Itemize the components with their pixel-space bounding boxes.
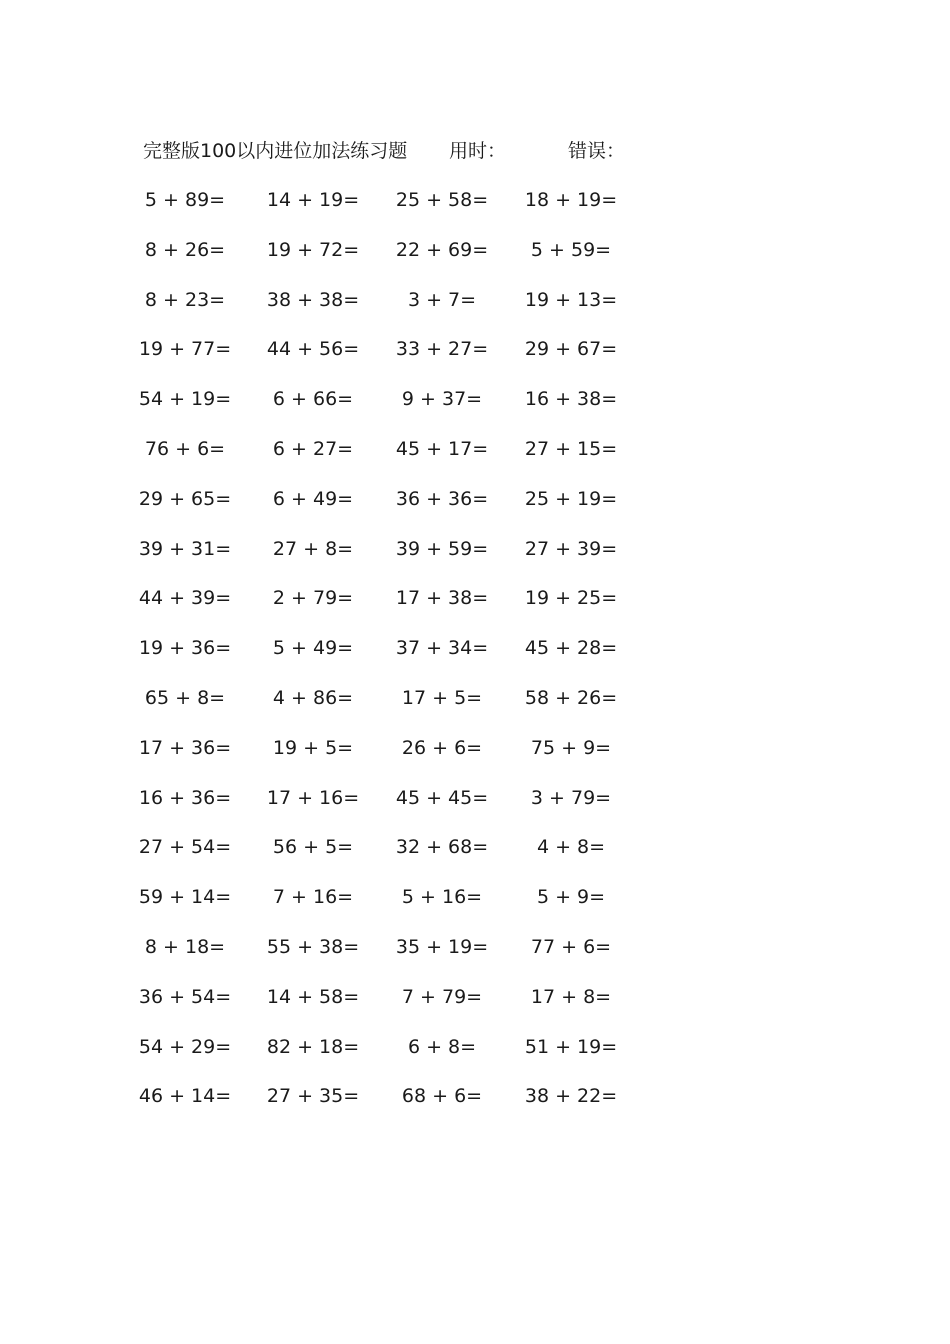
addition-problem: 27 + 54=: [138, 836, 232, 859]
worksheet-title: 完整版100以内进位加法练习题: [143, 140, 408, 162]
addition-problem: 38 + 22=: [524, 1085, 618, 1108]
problem-row: [130, 236, 630, 286]
problem-grid: [130, 186, 630, 1132]
addition-problem: 8 + 23=: [144, 288, 226, 311]
addition-problem: 3 + 79=: [530, 786, 612, 809]
addition-problem: 22 + 69=: [395, 238, 489, 261]
addition-problem: 44 + 56=: [266, 338, 360, 361]
problem-row: [130, 335, 630, 385]
addition-problem: 25 + 58=: [395, 189, 489, 211]
problem-row: [130, 734, 630, 784]
addition-problem: 38 + 38=: [266, 288, 360, 311]
addition-problem: 27 + 15=: [524, 437, 618, 460]
problem-row: [130, 535, 630, 585]
problem-row: [130, 584, 630, 634]
addition-problem: 19 + 36=: [138, 637, 232, 660]
problem-row: [130, 833, 630, 883]
addition-problem: 58 + 26=: [524, 686, 618, 709]
addition-problem: 54 + 29=: [138, 1035, 232, 1058]
addition-problem: 8 + 26=: [144, 238, 226, 261]
addition-problem: 16 + 36=: [138, 786, 232, 809]
addition-problem: 59 + 14=: [138, 886, 232, 909]
addition-problem: 18 + 19=: [524, 189, 618, 211]
addition-problem: 4 + 8=: [536, 836, 606, 859]
addition-problem: 19 + 5=: [272, 736, 354, 759]
addition-problem: 37 + 34=: [395, 637, 489, 660]
addition-problem: 35 + 19=: [395, 935, 489, 958]
addition-problem: 39 + 59=: [395, 537, 489, 560]
addition-problem: 27 + 8=: [272, 537, 354, 560]
addition-problem: 5 + 9=: [536, 886, 606, 909]
addition-problem: 17 + 36=: [138, 736, 232, 759]
problem-row: [130, 485, 630, 535]
addition-problem: 56 + 5=: [272, 836, 354, 859]
problem-row: [130, 186, 630, 236]
time-used-label: 用时：: [449, 140, 507, 162]
addition-problem: 6 + 8=: [407, 1035, 477, 1058]
addition-problem: 17 + 8=: [530, 985, 612, 1008]
addition-problem: 36 + 36=: [395, 487, 489, 510]
addition-problem: 14 + 58=: [266, 985, 360, 1008]
addition-problem: 45 + 28=: [524, 637, 618, 660]
addition-problem: 82 + 18=: [266, 1035, 360, 1058]
addition-problem: 77 + 6=: [530, 935, 612, 958]
problem-row: [130, 1033, 630, 1083]
addition-problem: 7 + 16=: [272, 886, 354, 909]
addition-problem: 75 + 9=: [530, 736, 612, 759]
addition-problem: 25 + 19=: [524, 487, 618, 510]
addition-problem: 5 + 59=: [530, 238, 612, 261]
addition-problem: 39 + 31=: [138, 537, 232, 560]
addition-problem: 45 + 45=: [395, 786, 489, 809]
addition-problem: 65 + 8=: [144, 686, 226, 709]
addition-problem: 3 + 7=: [407, 288, 477, 311]
addition-problem: 55 + 38=: [266, 935, 360, 958]
addition-problem: 51 + 19=: [524, 1035, 618, 1058]
addition-problem: 19 + 13=: [524, 288, 618, 311]
addition-problem: 9 + 37=: [401, 388, 483, 411]
addition-problem: 8 + 18=: [144, 935, 226, 958]
addition-problem: 29 + 65=: [138, 487, 232, 510]
addition-problem: 68 + 6=: [401, 1085, 483, 1108]
addition-problem: 7 + 79=: [401, 985, 483, 1008]
addition-problem: 5 + 16=: [401, 886, 483, 909]
addition-problem: 27 + 39=: [524, 537, 618, 560]
addition-problem: 29 + 67=: [524, 338, 618, 361]
problem-row: [130, 983, 630, 1033]
addition-problem: 17 + 16=: [266, 786, 360, 809]
addition-problem: 6 + 49=: [272, 487, 354, 510]
addition-problem: 4 + 86=: [272, 686, 354, 709]
addition-problem: 6 + 66=: [272, 388, 354, 411]
addition-problem: 5 + 49=: [272, 637, 354, 660]
addition-problem: 33 + 27=: [395, 338, 489, 361]
problem-row: [130, 883, 630, 933]
addition-problem: 27 + 35=: [266, 1085, 360, 1108]
addition-problem: 19 + 77=: [138, 338, 232, 361]
addition-problem: 76 + 6=: [144, 437, 226, 460]
addition-problem: 17 + 38=: [395, 587, 489, 610]
addition-problem: 2 + 79=: [272, 587, 354, 610]
addition-problem: 14 + 19=: [266, 189, 360, 211]
error-count-label: 错误：: [568, 140, 626, 162]
addition-problem: 32 + 68=: [395, 836, 489, 859]
addition-problem: 16 + 38=: [524, 388, 618, 411]
problem-row: [130, 385, 630, 435]
addition-problem: 17 + 5=: [401, 686, 483, 709]
problem-row: [130, 933, 630, 983]
addition-problem: 19 + 72=: [266, 238, 360, 261]
problem-row: [130, 784, 630, 834]
problem-row: [130, 684, 630, 734]
problem-row: [130, 286, 630, 336]
addition-problem: 26 + 6=: [401, 736, 483, 759]
addition-problem: 46 + 14=: [138, 1085, 232, 1108]
problem-row: [130, 634, 630, 684]
addition-problem: 36 + 54=: [138, 985, 232, 1008]
addition-problem: 44 + 39=: [138, 587, 232, 610]
addition-problem: 5 + 89=: [144, 189, 226, 211]
addition-problem: 45 + 17=: [395, 437, 489, 460]
problem-row: [130, 435, 630, 485]
problem-row: [130, 1082, 630, 1132]
addition-problem: 54 + 19=: [138, 388, 232, 411]
addition-problem: 6 + 27=: [272, 437, 354, 460]
addition-problem: 19 + 25=: [524, 587, 618, 610]
